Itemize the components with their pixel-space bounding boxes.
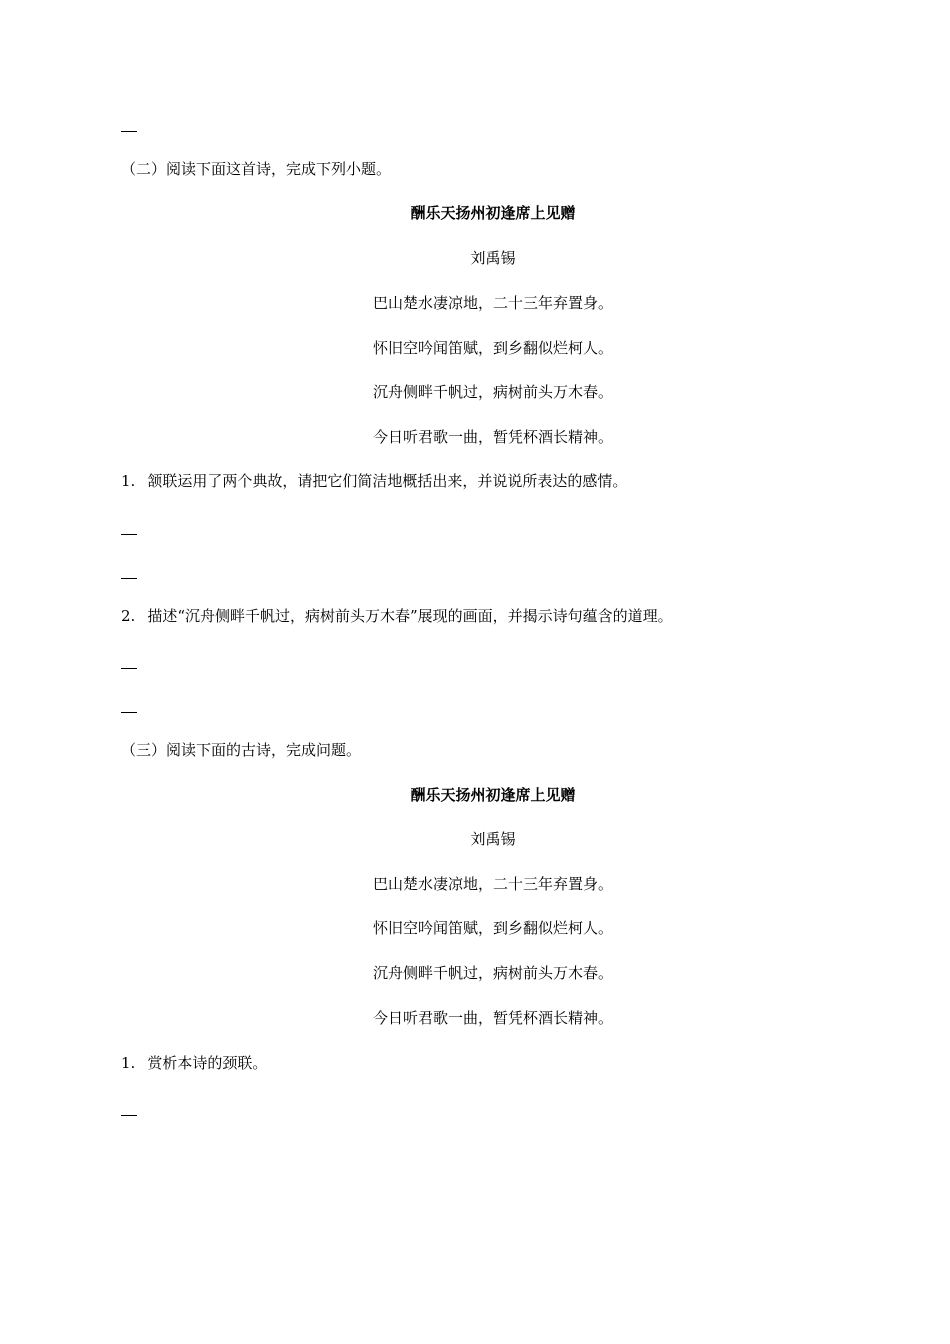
question-number: 1. — [121, 472, 136, 490]
question-text: 颔联运用了两个典故，请把它们简洁地概括出来，并说说所表达的感情。 — [147, 472, 628, 490]
section-heading: （三）阅读下面的古诗，完成问题。 — [121, 741, 362, 759]
answer-blank-line[interactable] — [121, 578, 137, 579]
poem-line: 沉舟侧畔千帆过，病树前头万木春。 — [372, 964, 613, 982]
section-heading: （二）阅读下面这首诗，完成下列小题。 — [121, 160, 392, 178]
poem-line: 今日听君歌一曲，暂凭杯酒长精神。 — [372, 428, 613, 446]
poem-line: 巴山楚水凄凉地，二十三年弃置身。 — [372, 875, 613, 893]
answer-blank-line[interactable] — [121, 131, 137, 132]
poem-line: 沉舟侧畔千帆过，病树前头万木春。 — [372, 383, 613, 401]
question-item — [0, 604, 950, 628]
question-item — [0, 1051, 950, 1075]
poem-line: 今日听君歌一曲，暂凭杯酒长精神。 — [372, 1009, 613, 1027]
answer-blank-line[interactable] — [121, 534, 137, 535]
poem-title: 酬乐天扬州初逢席上见赠 — [410, 204, 576, 222]
question-item — [0, 469, 950, 493]
poem-author: 刘禹锡 — [470, 249, 516, 267]
answer-blank-line[interactable] — [121, 1115, 137, 1116]
poem-line: 巴山楚水凄凉地，二十三年弃置身。 — [372, 294, 613, 312]
answer-blank-line[interactable] — [121, 712, 137, 713]
poem-line: 怀旧空吟闻笛赋，到乡翻似烂柯人。 — [372, 339, 613, 357]
question-text: 描述“沉舟侧畔千帆过，病树前头万木春”展现的画面，并揭示诗句蕴含的道理。 — [147, 607, 673, 625]
poem-title: 酬乐天扬州初逢席上见赠 — [410, 786, 576, 804]
poem-author: 刘禹锡 — [470, 830, 516, 848]
poem-line: 怀旧空吟闻笛赋，到乡翻似烂柯人。 — [372, 919, 613, 937]
question-number: 1. — [121, 1054, 136, 1072]
question-number: 2. — [121, 607, 136, 625]
answer-blank-line[interactable] — [121, 668, 137, 669]
question-text: 赏析本诗的颈联。 — [147, 1054, 268, 1072]
